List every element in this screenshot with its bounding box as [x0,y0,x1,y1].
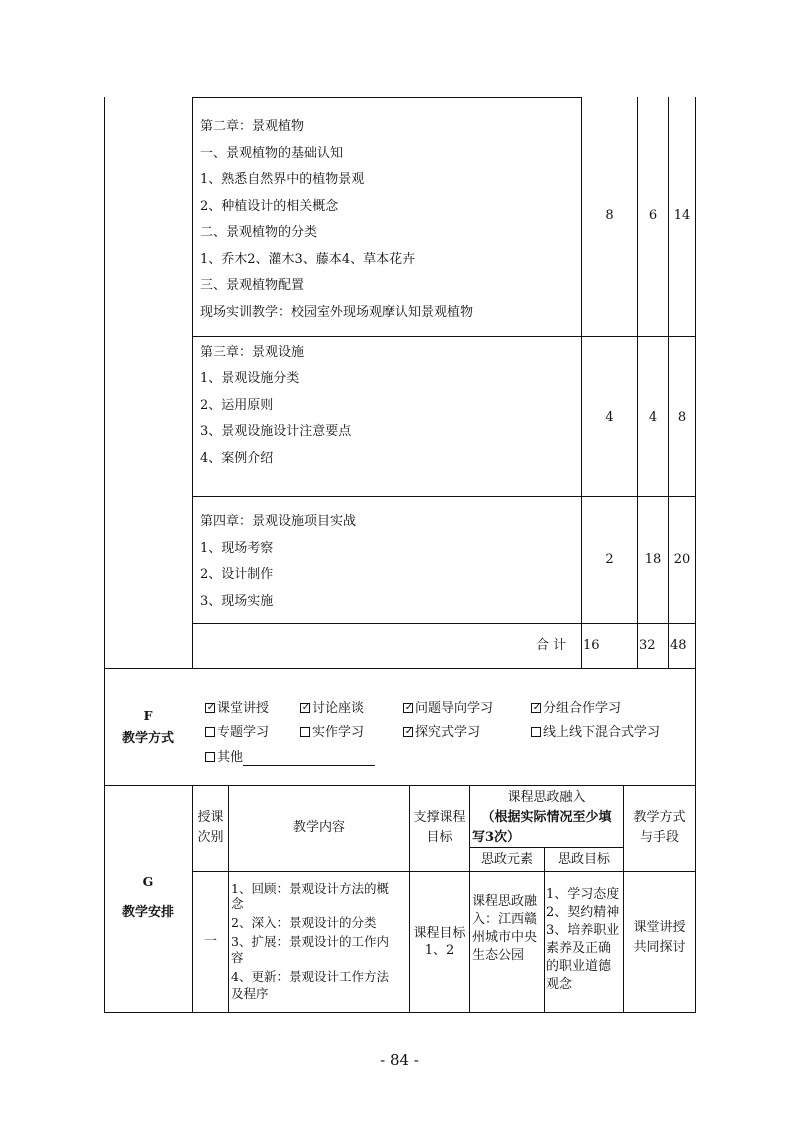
chapter-line: 1、熟悉自然界中的植物景观 [200,172,365,187]
checkbox-empty-icon[interactable] [205,727,215,737]
row-line-1 [192,336,696,337]
goals-line: 2、契约精神 [546,905,620,920]
header-goals: 思政目标 [557,852,610,867]
totals-practice: 32 [639,638,656,653]
total-hours: 14 [673,208,691,223]
chapter-line: 3、景观设施设计注意要点 [200,424,352,439]
other-fill-line[interactable] [243,753,375,766]
col-practice-right [668,97,669,669]
option-label: 线上线下混合式学习 [543,725,661,740]
header-method: 教学方式 [633,810,686,825]
header-ideology-note: （根据实际情况至少填 [481,810,612,825]
option-label: 讨论座谈 [312,701,365,716]
col-theory-right [637,97,638,669]
row-line-2 [192,496,696,497]
support-line: 课程目标 [413,926,466,941]
content-line: 4、更新：景观设计工作方法 [231,969,389,984]
chapter-line: 4、案例介绍 [200,451,274,466]
elements-line: 生态公园 [472,948,525,963]
header-ideology: 课程思政融入 [507,790,586,805]
header-support: 支撑课程 [413,810,466,825]
header-method: 与手段 [639,830,679,845]
checkbox-checked-icon[interactable] [403,703,413,713]
option-problem-based[interactable] [403,701,493,717]
section-f-code: F [143,708,153,723]
chapter-line: 1、乔木2、灌木3、藤本4、草本花卉 [200,252,416,267]
content-left-line [192,97,193,669]
total-hours: 8 [677,410,687,425]
content-line: 2、深入：景观设计的分类 [231,915,377,930]
chapter-line: 一、景观植物的基础认知 [200,146,344,161]
checkbox-checked-icon[interactable] [403,727,413,737]
goals-line: 1、学习态度 [546,887,620,902]
goals-line: 素养及正确 [546,941,612,956]
row-line-3 [192,623,696,624]
totals-label: 合 计 [536,638,567,653]
goals-line: 的职业道德 [546,959,612,974]
checkbox-checked-icon[interactable] [300,703,310,713]
option-lecture[interactable] [205,701,269,717]
content-right-line [581,97,582,669]
chapter-line: 二、景观植物的分类 [200,225,318,240]
goals-line: 3、培养职业 [546,923,620,938]
option-group-work[interactable] [531,701,621,717]
page-number: - 84 - [380,1051,419,1069]
header-session: 授课 [197,810,224,825]
theory-hours: 4 [605,410,614,425]
elements-line: 州城市中央 [472,930,538,945]
session-number: 一 [203,934,217,949]
goals-line: 观念 [546,977,573,992]
chapter-line: 2、运用原则 [200,398,274,413]
support-line: 1、2 [424,943,455,958]
content-line: 容 [231,950,244,965]
theory-hours: 2 [605,552,614,567]
checkbox-checked-icon[interactable] [205,703,215,713]
header-ideology-note: 写3次） [472,830,521,845]
chapter-line: 第四章：景观设施项目实战 [200,514,357,529]
header-session: 次别 [197,830,224,845]
checkbox-empty-icon[interactable] [531,727,541,737]
checkbox-empty-icon[interactable] [300,727,310,737]
g-subheader-line [469,847,624,848]
totals-theory: 16 [583,638,600,653]
chapter-line: 2、种植设计的相关概念 [200,199,339,214]
content-line: 及程序 [231,986,269,1001]
section-g-code: G [142,874,154,889]
elements-line: 入：江西赣 [472,912,538,927]
option-discussion[interactable] [300,701,364,717]
chapter-line: 3、现场实施 [200,594,274,609]
option-label: 探究式学习 [415,725,481,740]
chapter-line: 三、景观植物配置 [200,278,305,293]
chapter-line: 2、设计制作 [200,567,274,582]
checkbox-empty-icon[interactable] [205,752,215,762]
content-line: 1、回顾：景观设计方法的概 [231,881,389,896]
content-line: 3、扩展：景观设计的工作内 [231,934,389,949]
g-header-bottom [192,871,696,872]
option-topic-study[interactable] [205,725,269,741]
option-label: 问题导向学习 [415,701,494,716]
chapter-line: 1、现场考察 [200,541,274,556]
practice-hours: 4 [648,410,658,425]
header-elements: 思政元素 [480,852,533,867]
option-label: 其他 [217,750,244,765]
table-right-border [695,97,696,1013]
option-label: 专题学习 [217,725,270,740]
total-hours: 20 [673,552,691,567]
elements-line: 课程思政融 [472,894,538,909]
practice-hours: 6 [648,208,658,223]
method-line: 课堂讲授 [633,920,686,935]
option-label: 实作学习 [312,725,365,740]
section-f-title: 教学方式 [121,731,174,746]
theory-hours: 8 [605,208,614,223]
header-content: 教学内容 [292,820,345,835]
option-other[interactable] [205,750,375,766]
practice-hours: 18 [644,552,662,567]
section-g-title: 教学安排 [121,905,174,920]
option-label: 课堂讲授 [217,701,270,716]
option-label: 分组合作学习 [543,701,622,716]
header-support: 目标 [426,830,453,845]
chapter-line: 第二章：景观植物 [200,119,305,134]
totals-total: 48 [670,638,687,653]
option-blended[interactable] [531,725,660,741]
chapter-line: 1、景观设施分类 [200,371,300,386]
method-line: 共同探讨 [633,940,686,955]
chapter-line: 现场实训教学：校园室外现场观摩认知景观植物 [200,305,474,320]
option-inquiry[interactable] [403,725,480,741]
upper-top-line [192,97,582,98]
chapter-line: 第三章：景观设施 [200,345,305,360]
content-line: 念 [231,896,244,911]
option-practical[interactable] [300,725,364,741]
section-f-top [104,668,696,669]
checkbox-checked-icon[interactable] [531,703,541,713]
